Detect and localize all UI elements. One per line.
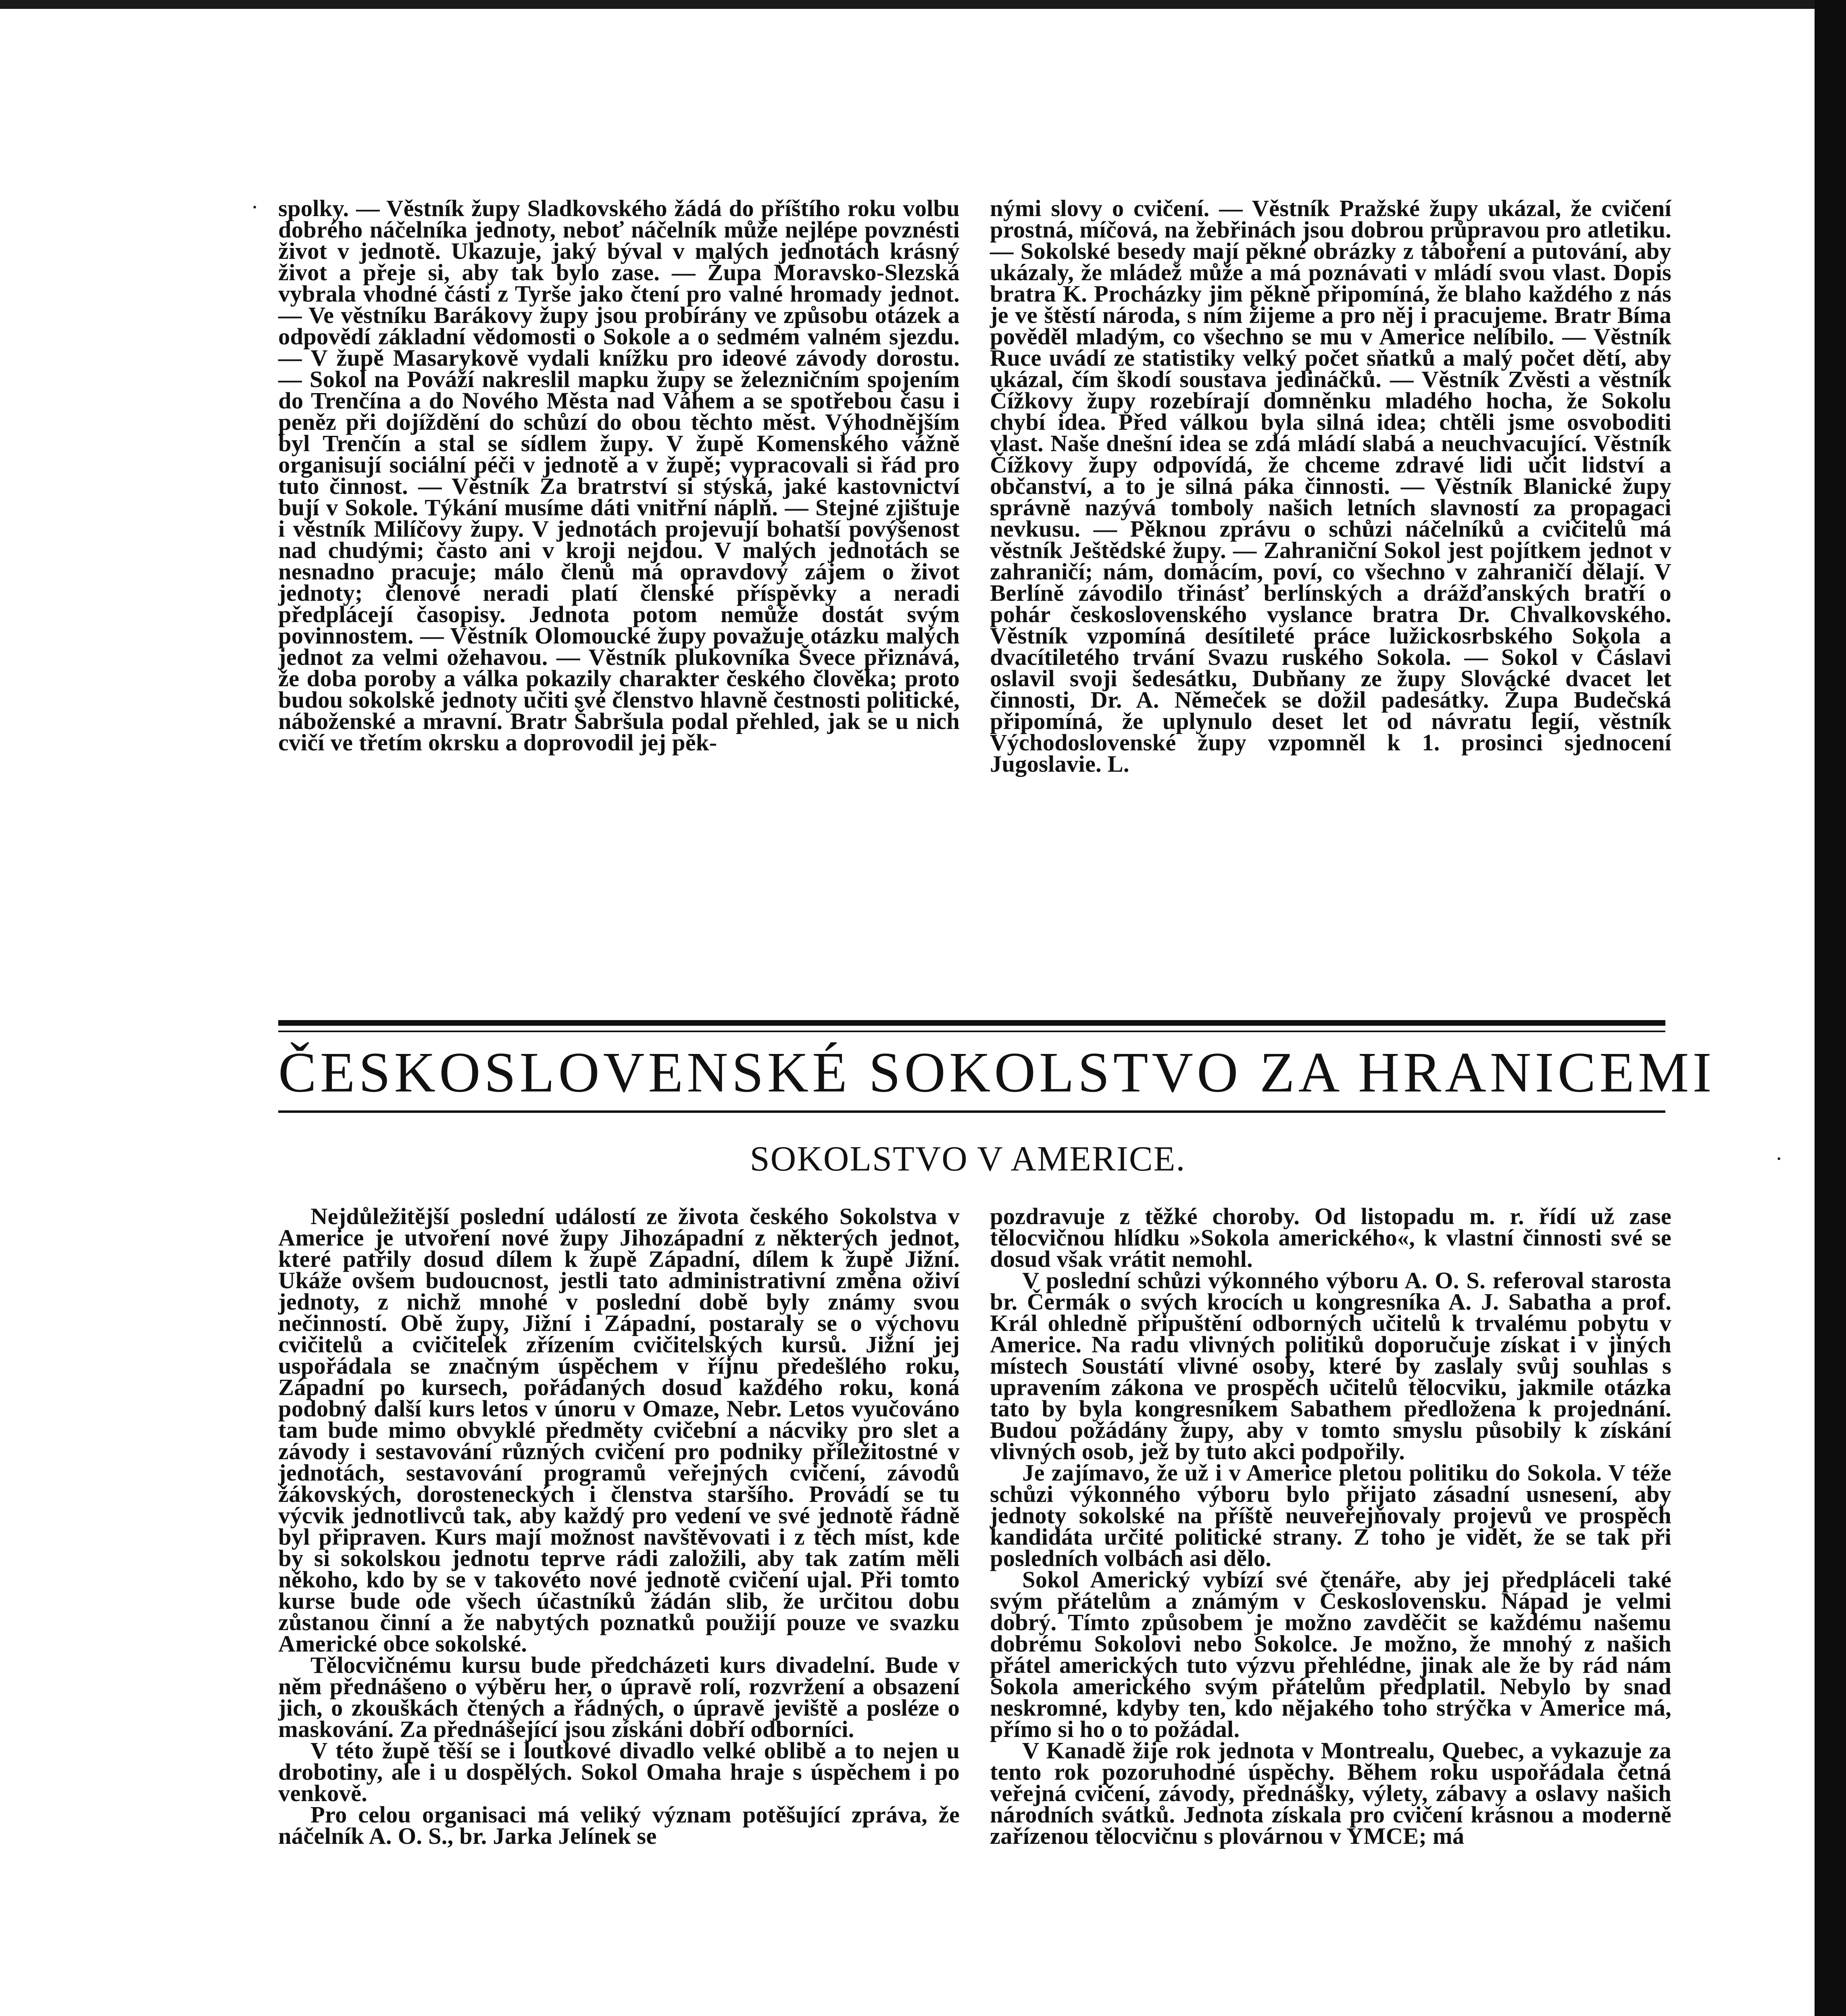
- paragraph: Nejdůležitější poslední událostí ze života českého Sokolstva v Americe je utvoření nové župy Jihozápadní z některých jednot, které patřily dosud dílem k župě Západní, dílem k župě Jižní. Ukáže ovšem budoucnost, jestli tato administrativní změna oživí jednoty, z nichž mnohé v poslední době byly známy svou nečinností. Obě župy, Jižní i Západní, postaraly se o výchovu cvičitelů a cvičitelek zřízením cvičitelských kursů. Jižní jej uspořádala se značným úspěchem v říjnu předešlého roku, Západní po kursech, pořádaných dosud každého roku, koná podobný další kurs letos v únoru v Omaze, Nebr. Letos vyučováno tam bude mimo obvyklé předměty cvičební a nácviky pro slet a závody i sestavování různých cvičení pro podniky příležitostné v jednotách, sestavování programů veřejných cvičení, závodů žákovských, dorosteneckých i členstva staršího. Provádí se tu výcvik jednotlivců tak, aby každý pro vedení ve své jednotě řádně byl připraven. Kurs mají možnost navštěvovati i z těch míst, kde by si sokolskou jednotu teprve rádi založili, aby tak zatím měli někoho, kdo by se v takovéto nové jednotě cvičení ujal. Při tomto kurse bude ode všech účastníků žádán slib, že určitou dobu zůstanou činní a že nabytých poznatků použijí pouze ve svazku Americké obce sokolské.: [278, 1203, 960, 1657]
- paragraph: nými slovy o cvičení. — Věstník Pražské župy ukázal, že cvičení prostná, míčová, na žebřinách jsou dobrou průpravou pro atletiku. — Sokolské besedy mají pěkné obrázky z táboření a putování, aby ukázaly, že mládež může a má poznávati v mládí svou vlast. Dopis bratra K. Procházky jim pěkně připomíná, že blaho každého z nás je ve štěstí národa, s ním žijeme a pro něj i pracujeme. Bratr Bíma pověděl mladým, co všechno se mu v Americe nelíbilo. — Věstník Ruce uvádí ze statistiky velký počet sňatků a malý počet dětí, aby ukázal, čím škodí soustava jedináčků. — Věstník Zvěsti a věstník Čížkovy župy rozebírají domněnku mladého hocha, že Sokolu chybí idea. Před válkou byla silná idea; chtěli jsme osvoboditi vlast. Naše dnešní idea se zdá mládí slabá a neuchvacující. Věstník Čížkovy župy odpovídá, že chceme zdravé lidi učit lidství a občanství, a to je silná páka činnosti. — Věstník Blanické župy správně nazývá tomboly našich letních slavností za propagaci nevkusu. — Pěknou zprávu o schůzi náčelníků a cvičitelů má věstník Ještědské župy. — Zahraniční Sokol jest pojítkem jednot v zahraničí; nám, domácím, poví, co všechno v zahraničí dělají. V Berlíně závodilo třinásť berlínských a drážďanských bratří o pohár československého vyslance bratra Dr. Chvalkovského. Věstník vzpomíná desítileté práce lužickosrbského Sokola a dvacítiletého trvání Svazu ruského Sokola. — Sokol v Čáslavi oslavil svoji šedesátku, Dubňany ze župy Slovácké dvacet let činnosti, Dr. A. Němeček se dožil padesátky. Župa Budečská připomíná, že uplynulo deset let od návratu legií, věstník Východoslovenské župy vzpomněl k 1. prosinci sjednocení Jugoslavie. L.: [990, 195, 1671, 777]
- paragraph: Je zajímavo, že už i v Americe pletou politiku do Sokola. V téže schůzi výkonného výboru bylo přijato zásadní usnesení, aby jednoty sokolské na příště neuveřejňovaly projevů ve prospěch kandidáta určité politické strany. Z toho je vidět, že se tak při posledních volbách asi dělo.: [990, 1460, 1671, 1571]
- paragraph: Pro celou organisaci má veliký význam potěšující zpráva, že náčelník A. O. S., br. Jarka Jelínek se: [278, 1801, 960, 1849]
- rule-divider: [278, 1020, 1665, 1026]
- article-left-column: [278, 1203, 960, 1849]
- article-title: SOKOLSTVO V AMERICE.: [750, 1139, 1186, 1179]
- article-right-column: [990, 1203, 1671, 1849]
- paragraph: Tělocvičnému kursu bude předcházeti kurs divadelní. Bude v něm přednášeno o výběru her, o úpravě rolí, rozvržení a obsazení jich, o zkouškách čtených a řádných, o úpravě jeviště a posléze o maskování. Za přednášející jsou získáni dobří odborníci.: [278, 1652, 960, 1742]
- section-header: [278, 1020, 1715, 1113]
- paragraph: pozdravuje z těžké choroby. Od listopadu m. r. řídí už zase tělocvičnou hlídku »Sokola amerického«, k vlastní činnosti své se dosud však vrátit nemohl.: [990, 1203, 1671, 1272]
- top-right-column: [990, 195, 1671, 777]
- margin-dot: ·: [1776, 1150, 1782, 1168]
- scan-edge-right: [1815, 0, 1846, 2016]
- paragraph: V Kanadě žije rok jednota v Montrealu, Quebec, a vykazuje za tento rok pozoruhodné úspěchy. Během roku uspořádala četná veřejná cvičení, závody, přednášky, výlety, zábavy a oslavy našich národních svátků. Jednota získala pro cvičení krásnou a moderně zařízenou tělocvičnu s plovárnou v YMCE; má: [990, 1737, 1671, 1849]
- paragraph: Sokol Americký vybízí své čtenáře, aby jej předpláceli také svým přátelům a známým v Československu. Nápad je velmi dobrý. Tímto způsobem je možno zavděčit se každému našemu dobrému Sokolovi nebo Sokolce. Je možno, že mnohý z našich přátel amerických tuto výzvu přehlédne, jinak ale že by rád nám Sokola amerického svým přátelům předplatil. Nebylo by snad neskromné, kdyby ten, kdo nějakého toho strýčka v Americe má, přímo si ho o to požádal.: [990, 1566, 1671, 1742]
- margin-dot: ·: [252, 198, 258, 216]
- section-title: ČESKOSLOVENSKÉ SOKOLSTVO ZA HRANICEMI: [278, 1040, 1715, 1104]
- paragraph: V této župě těší se i loutkové divadlo velké oblibě a to nejen u drobotiny, ale i u dospělých. Sokol Omaha hraje s úspěchem i po venkově.: [278, 1737, 960, 1806]
- rule-divider: [278, 1110, 1665, 1113]
- paragraph: V poslední schůzi výkonného výboru A. O. S. referoval starosta br. Čermák o svých krocích u kongresníka A. J. Sabatha a prof. Král ohledně připuštění odborných učitelů k trvalému pobytu v Americe. Na radu vlivných politiků doporučuje získat i v jiných místech Soustátí vlivné osoby, které by zaslaly svůj souhlas s upravením zákona ve prospěch učitelů tělocviku, jakmile otázka tato by byla kongresníkem Sabathem předložena k projednání. Budou požádány župy, aby v tomto smyslu působily k získání vlivných osob, jež by tuto akci podpořily.: [990, 1267, 1671, 1464]
- top-left-column: [278, 195, 960, 756]
- scan-edge-top: [0, 0, 1846, 9]
- paragraph: spolky. — Věstník župy Sladkovského žádá do příštího roku volbu dobrého náčelníka jednoty, neboť náčelník může nejlépe povznésti život v jednotě. Ukazuje, jaký býval v malých jednotách krásný život a přeje si, aby tak bylo zase. — Župa Moravsko-Slezská vybrala vhodné části z Tyrše jako čtení pro valné hromady jednot. — Ve věstníku Barákovy župy jsou probírány ve způsobu otázek a odpovědí základní vědomosti o Sokole a o sedmém valném sjezdu. — V župě Masarykově vydali knížku pro ideové závody dorostu. — Sokol na Pováží nakreslil mapku župy se železničním spojením do Trenčína a do Nového Města nad Váhem a se spotřebou času i peněz při dojíždění do schůzí do obou těchto měst. Výhodnějším byl Trenčín a stal se sídlem župy. V župě Komenského vážně organisují sociální péči v jednotě a v župě; vypracovali si řád pro tuto činnost. — Věstník Za bratrství si stýská, jaké kastovnictví bují v Sokole. Týkání musíme dáti vnitřní náplň. — Stejné zjištuje i věstník Milíčovy župy. V jednotách projevují bohatší povýšenost nad chudými; často ani v kroji nejdou. V malých jednotách se nesnadno pracuje; málo členů má opravdový zájem o život jednoty; členové neradi platí členské příspěvky a neradi předplácejí časopisy. Jednota potom nemůže dostát svým povinnostem. — Věstník Olomoucké župy považuje otázku malých jednot za velmi ožehavou. — Věstník plukovníka Švece přiznává, že doba poroby a válka pokazily charakter českého člověka; proto budou sokolské jednoty učiti své členstvo hlavně čestnosti politické, náboženské a mravní. Bratr Šabršula podal přehled, jak se u nich cvičí ve třetím okrsku a doprovodil jej pěk-: [278, 195, 960, 756]
- rule-divider: [278, 1031, 1665, 1032]
